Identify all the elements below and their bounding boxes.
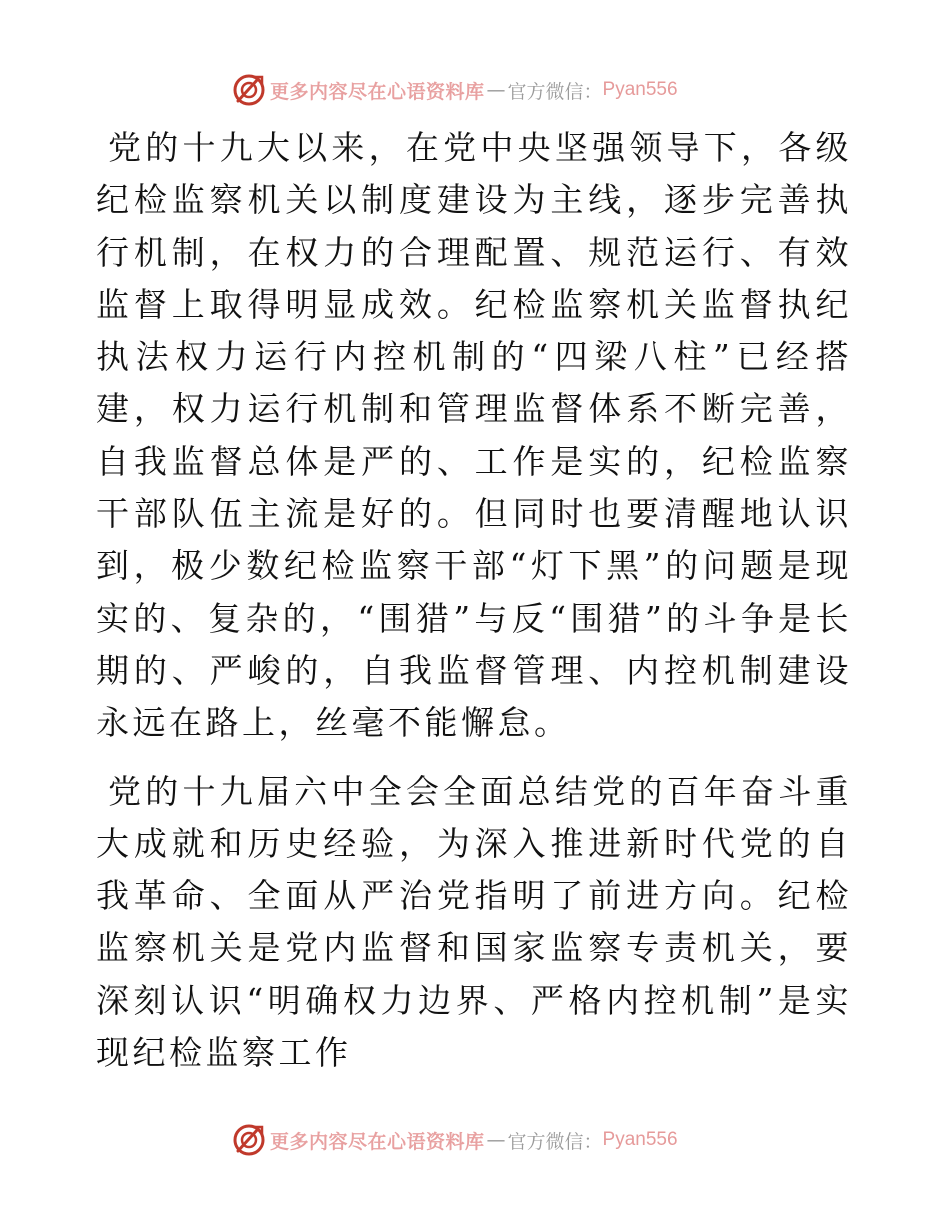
paragraph-1: 党的十九大以来，在党中央坚强领导下，各级纪检监察机关以制度建设为主线，逐步完善执行机制，在权力的合理配置、规范运行、有效监督上取得明显成效。纪检监察机关监督执纪执法权力运行内控机制的“四梁八柱”已经搭建，权力运行机制和管理监督体系不断完善，自我监督总体是严的、工作是实的，纪检监察干部队伍主流是好的。但同时也要清醒地认识到，极少数纪检监察干部“灯下黑”的问题是现实的、复杂的，“围猎”与反“围猎”的斗争是长期的、严峻的，自我监督管理、内控机制建设永远在路上，丝毫不能懈怠。 [96, 128, 852, 743]
header-watermark-banner [232, 72, 678, 108]
separator-dash: — [486, 1129, 506, 1151]
paragraph-2: 党的十九届六中全会全面总结党的百年奋斗重大成就和历史经验，为深入推进新时代党的自我革命、全面从严治党指明了前进方向。纪检监察机关是党内监督和国家监察专责机关，要深刻认识“明确权力边界、严格内控机制”是实现纪检监察工作 [96, 771, 852, 1073]
site-name-text: 更多内容尽在心语资料库 [270, 80, 485, 103]
brand-logo-icon [232, 73, 266, 107]
document-body [96, 122, 852, 1079]
separator-dash: — [486, 79, 506, 101]
site-name-text: 更多内容尽在心语资料库 [270, 1130, 485, 1153]
footer-watermark-banner [232, 1122, 678, 1158]
wechat-label: 官方微信： [507, 80, 603, 103]
wechat-handle: Pyan556 [602, 1129, 678, 1150]
brand-logo-icon [232, 1123, 266, 1157]
wechat-handle: Pyan556 [602, 79, 678, 100]
wechat-label: 官方微信： [507, 1130, 603, 1153]
